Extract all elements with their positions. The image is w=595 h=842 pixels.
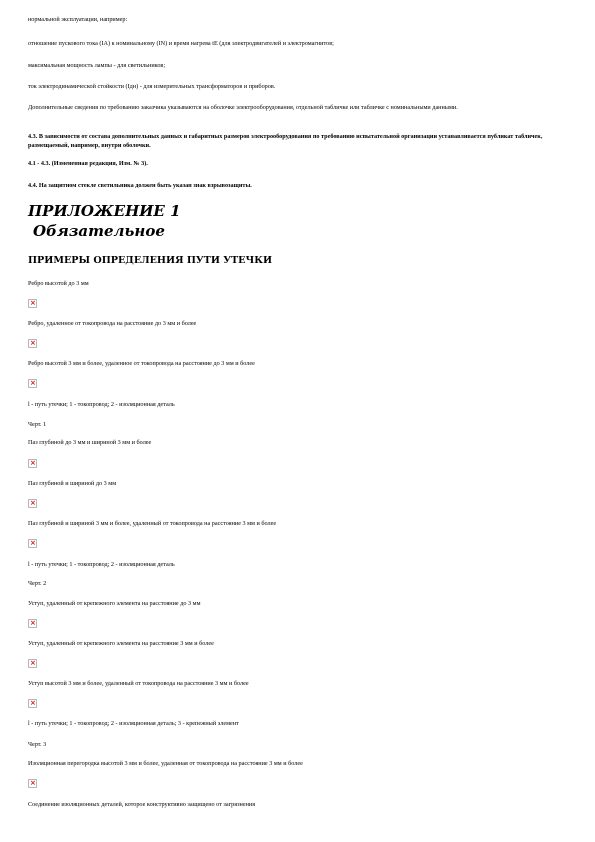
appendix-title: ПРИЛОЖЕНИЕ 1 — [28, 202, 181, 220]
figure-legend: l - путь утечки; 1 - токопровод; 2 - изоляционная деталь — [28, 561, 175, 568]
example-caption: Ребро высотой 3 мм и более, удаленное от токопровода на расстояние до 3 мм и более — [28, 360, 255, 367]
appendix-subtitle: Обязательное — [33, 222, 165, 240]
figure-number: Черт. 2 — [28, 580, 47, 587]
amendment-note: 4.1 - 4.3. (Измененная редакция, Изм. № 3). — [28, 160, 148, 167]
broken-image-icon: × — [30, 779, 36, 787]
broken-image-icon: × — [30, 539, 36, 547]
broken-image-icon: × — [30, 619, 36, 627]
broken-image-icon: × — [30, 459, 36, 467]
paragraph: ток электродинамической стойкости (Iдн) - для измерительных трансформаторов и приборов. — [28, 83, 276, 90]
example-caption: Паз глубиной до 3 мм и шириной 3 мм и более — [28, 439, 152, 446]
broken-image-icon: × — [30, 499, 36, 507]
paragraph: 4.3. В зависимости от состава дополнительных данных и габаритных размеров электрооборудования по требованию испытательной организации устанавливается публикат табличек, размещаемый, например, внутри оболочки. — [28, 133, 543, 149]
paragraph: максимальная мощность лампы - для светильников; — [28, 62, 166, 69]
figure-number: Черт. 3 — [28, 741, 47, 748]
paragraph: отношение пускового тока (IA) к номинальному (IN) и время нагрева tE (для электродвигателей и электромагнитов; — [28, 40, 334, 47]
broken-image-icon: × — [30, 699, 36, 707]
example-caption: Ребро, удаленное от токопровода на расстояние до 3 мм и более — [28, 320, 197, 327]
figure-legend: l - путь утечки; 1 - токопровод; 2 - изоляционная деталь — [28, 401, 175, 408]
example-caption: Ребро высотой до 3 мм — [28, 280, 89, 287]
example-caption: Паз глубиной и шириной 3 мм и более, удаленный от токопровода на расстояние 3 мм и более — [28, 520, 277, 527]
example-caption: Уступ, удаленный от крепежного элемента на расстояние 3 мм и более — [28, 640, 214, 647]
paragraph: нормальной эксплуатации, например: — [28, 16, 128, 23]
paragraph: 4.4. На защитном стекле светильника должен быть указан знак взрывозащиты. — [28, 182, 252, 189]
paragraph: Дополнительные сведения по требованию заказчика указываются на оболочке электрооборудования, отдельной табличке или табличке с номинальными данными. — [28, 104, 458, 111]
broken-image-icon: × — [30, 339, 36, 347]
broken-image-icon: × — [30, 299, 36, 307]
example-caption: Соединение изоляционных деталей, которое конструктивно защищено от загрязнения — [28, 801, 256, 808]
example-caption: Изоляционная перегородка высотой 3 мм и более, удаленная от токопровода на расстояние 3 мм и более — [28, 760, 303, 767]
broken-image-icon: × — [30, 379, 36, 387]
figure-legend: l - путь утечки; 1 - токопровод; 2 - изоляционная деталь; 3 - крепежный элемент — [28, 720, 239, 727]
example-caption: Паз глубиной и шириной до 3 мм — [28, 480, 117, 487]
example-caption: Уступ высотой 3 мм и более, удаленный от токопровода на расстояние 3 мм и более — [28, 680, 249, 687]
example-caption: Уступ, удаленный от крепежного элемента на расстояние до 3 мм — [28, 600, 201, 607]
section-title: ПРИМЕРЫ ОПРЕДЕЛЕНИЯ ПУТИ УТЕЧКИ — [28, 255, 273, 266]
broken-image-icon: × — [30, 659, 36, 667]
figure-number: Черт. 1 — [28, 421, 47, 428]
